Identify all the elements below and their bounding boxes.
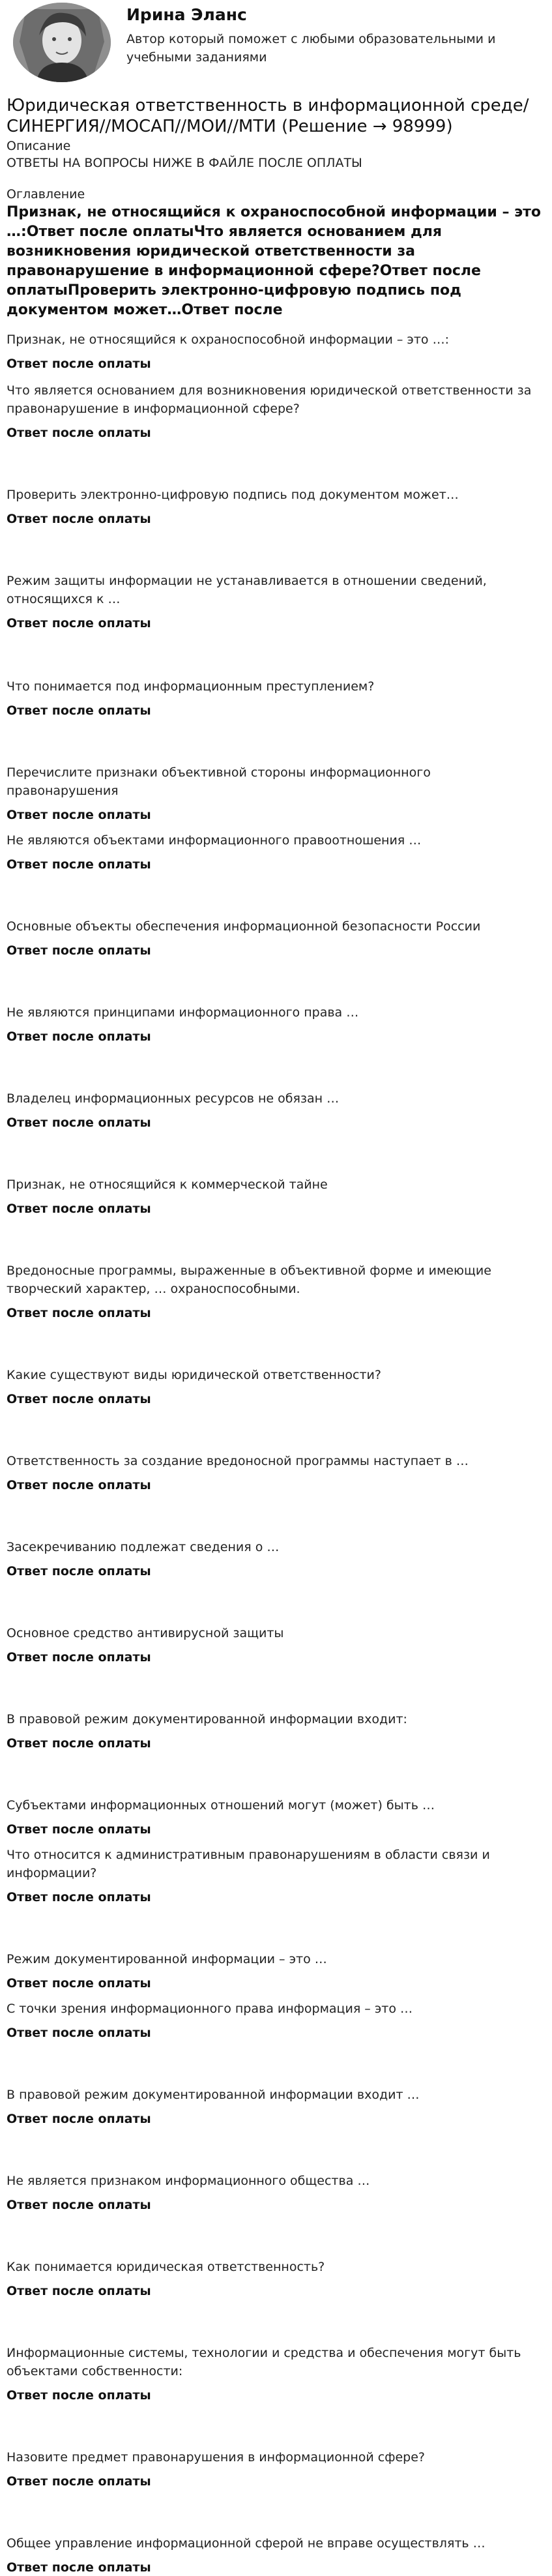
answer-placeholder: Ответ после оплаты <box>7 2560 151 2575</box>
answer-placeholder: Ответ после оплаты <box>7 2284 151 2298</box>
answer-placeholder: Ответ после оплаты <box>7 1890 151 1904</box>
question-item <box>7 2000 545 2041</box>
question-item <box>7 2344 545 2404</box>
question-text: Основные объекты обеспечения информационной безопасности России <box>7 919 481 934</box>
question-text: Не являются принципами информационного права … <box>7 1005 359 1020</box>
question-item <box>7 2172 545 2213</box>
question-item <box>7 1624 545 1666</box>
question-text: Вредоносные программы, выраженные в объективной форме и имеющие творческий характер, … охраноспособными. <box>7 1264 491 1296</box>
answer-placeholder: Ответ после оплаты <box>7 1564 151 1578</box>
answer-placeholder: Ответ после оплаты <box>7 1392 151 1406</box>
description-label: Описание <box>7 139 71 153</box>
answer-placeholder: Ответ после оплаты <box>7 943 151 958</box>
question-text: Субъектами информационных отношений могут (может) быть … <box>7 1798 435 1813</box>
answer-placeholder: Ответ после оплаты <box>7 1116 151 1130</box>
answer-placeholder: Ответ после оплаты <box>7 1478 151 1492</box>
question-text: Что понимается под информационным преступлением? <box>7 679 375 694</box>
question-text: В правовой режим документированной информации входит … <box>7 2088 420 2102</box>
question-item <box>7 2448 545 2490</box>
question-text: Какие существуют виды юридической ответственности? <box>7 1368 381 1382</box>
toc-label: Оглавление <box>7 187 85 201</box>
question-item <box>7 1710 545 1752</box>
author-header <box>7 0 545 91</box>
answer-placeholder: Ответ после оплаты <box>7 357 151 371</box>
answer-placeholder: Ответ после оплаты <box>7 2388 151 2403</box>
question-item <box>7 677 545 719</box>
question-text: Владелец информационных ресурсов не обязан … <box>7 1091 340 1106</box>
question-item <box>7 917 545 959</box>
answer-placeholder: Ответ после оплаты <box>7 2026 151 2040</box>
answer-placeholder: Ответ после оплаты <box>7 2112 151 2126</box>
question-text: Режим документированной информации – это … <box>7 1952 327 1966</box>
author-description: Автор который поможет с любыми образовательными и учебными заданиями <box>126 32 496 65</box>
question-item <box>7 1846 545 1906</box>
question-item <box>7 1796 545 1838</box>
answer-placeholder: Ответ после оплаты <box>7 1736 151 1751</box>
answer-placeholder: Ответ после оплаты <box>7 1306 151 1320</box>
question-text: Основное средство антивирусной защиты <box>7 1626 284 1640</box>
answer-placeholder: Ответ после оплаты <box>7 2474 151 2489</box>
question-text: Не являются объектами информационного правоотношения … <box>7 833 422 848</box>
answer-placeholder: Ответ после оплаты <box>7 1202 151 1216</box>
question-list <box>7 331 545 2576</box>
answer-placeholder: Ответ после оплаты <box>7 1650 151 1665</box>
question-item <box>7 1089 545 1131</box>
question-text: Назовите предмет правонарушения в информационной сфере? <box>7 2450 425 2465</box>
question-text: Засекречиванию подлежат сведения о … <box>7 1540 280 1554</box>
answer-placeholder: Ответ после оплаты <box>7 1822 151 1837</box>
question-item <box>7 2534 545 2576</box>
question-text: Проверить электронно-цифровую подпись под документом может… <box>7 488 459 502</box>
question-item <box>7 1452 545 1494</box>
answer-placeholder: Ответ после оплаты <box>7 616 151 630</box>
question-item <box>7 1176 545 1217</box>
question-item <box>7 381 545 441</box>
question-item <box>7 1366 545 1408</box>
author-name[interactable]: Ирина Эланс <box>126 5 247 24</box>
avatar-photo-icon <box>13 3 111 82</box>
question-item <box>7 1262 545 1322</box>
question-item <box>7 331 545 372</box>
question-text: Признак, не относящийся к коммерческой тайне <box>7 1177 328 1192</box>
question-item <box>7 2086 545 2127</box>
answer-placeholder: Ответ после оплаты <box>7 857 151 872</box>
question-text: Что относится к административным правонарушениям в области связи и информации? <box>7 1848 490 1880</box>
question-text: Общее управление информационной сферой не вправе осуществлять … <box>7 2536 486 2551</box>
answer-placeholder: Ответ после оплаты <box>7 1976 151 1991</box>
answer-placeholder: Ответ после оплаты <box>7 426 151 440</box>
question-item <box>7 572 545 632</box>
question-text: Информационные системы, технологии и средства и обеспечения могут быть объектами собственности: <box>7 2346 521 2378</box>
toc-text: Признак, не относящийся к охраноспособной информации – это …:Ответ после оплатыЧто является основанием для возникновения юридической ответственности за правонарушение в информационной сфере?Ответ после оплатыПроверить электронно-цифровую подпись под документом может…Ответ после <box>7 204 542 318</box>
question-text: Не является признаком информационного общества … <box>7 2174 370 2188</box>
question-text: В правовой режим документированной информации входит: <box>7 1712 407 1726</box>
question-text: Признак, не относящийся к охраноспособной информации – это …: <box>7 333 449 347</box>
answer-placeholder: Ответ после оплаты <box>7 2198 151 2212</box>
question-item <box>7 486 545 527</box>
question-text: С точки зрения информационного права информация – это … <box>7 2002 413 2016</box>
question-text: Перечислите признаки объективной стороны информационного правонарушения <box>7 765 431 798</box>
answer-placeholder: Ответ после оплаты <box>7 703 151 718</box>
question-text: Режим защиты информации не устанавливается в отношении сведений, относящихся к … <box>7 574 487 606</box>
page-title: Юридическая ответственность в информационной среде/СИНЕРГИЯ//МОСАП//МОИ//МТИ (Решение → 98999) <box>7 96 529 136</box>
answer-placeholder: Ответ после оплаты <box>7 1029 151 1044</box>
question-item <box>7 763 545 823</box>
question-text: Как понимается юридическая ответственность? <box>7 2260 325 2274</box>
answer-placeholder: Ответ после оплаты <box>7 808 151 822</box>
question-text: Ответственность за создание вредоносной программы наступает в … <box>7 1454 469 1468</box>
question-item <box>7 831 545 873</box>
description-text: ОТВЕТЫ НА ВОПРОСЫ НИЖЕ В ФАЙЛЕ ПОСЛЕ ОПЛАТЫ <box>7 156 362 170</box>
question-item <box>7 2258 545 2300</box>
question-item <box>7 1003 545 1045</box>
avatar[interactable] <box>13 3 111 82</box>
question-text: Что является основанием для возникновения юридической ответственности за правонарушение в информационной сфере? <box>7 383 532 416</box>
question-item <box>7 1538 545 1580</box>
answer-placeholder: Ответ после оплаты <box>7 512 151 526</box>
question-item <box>7 1950 545 1992</box>
